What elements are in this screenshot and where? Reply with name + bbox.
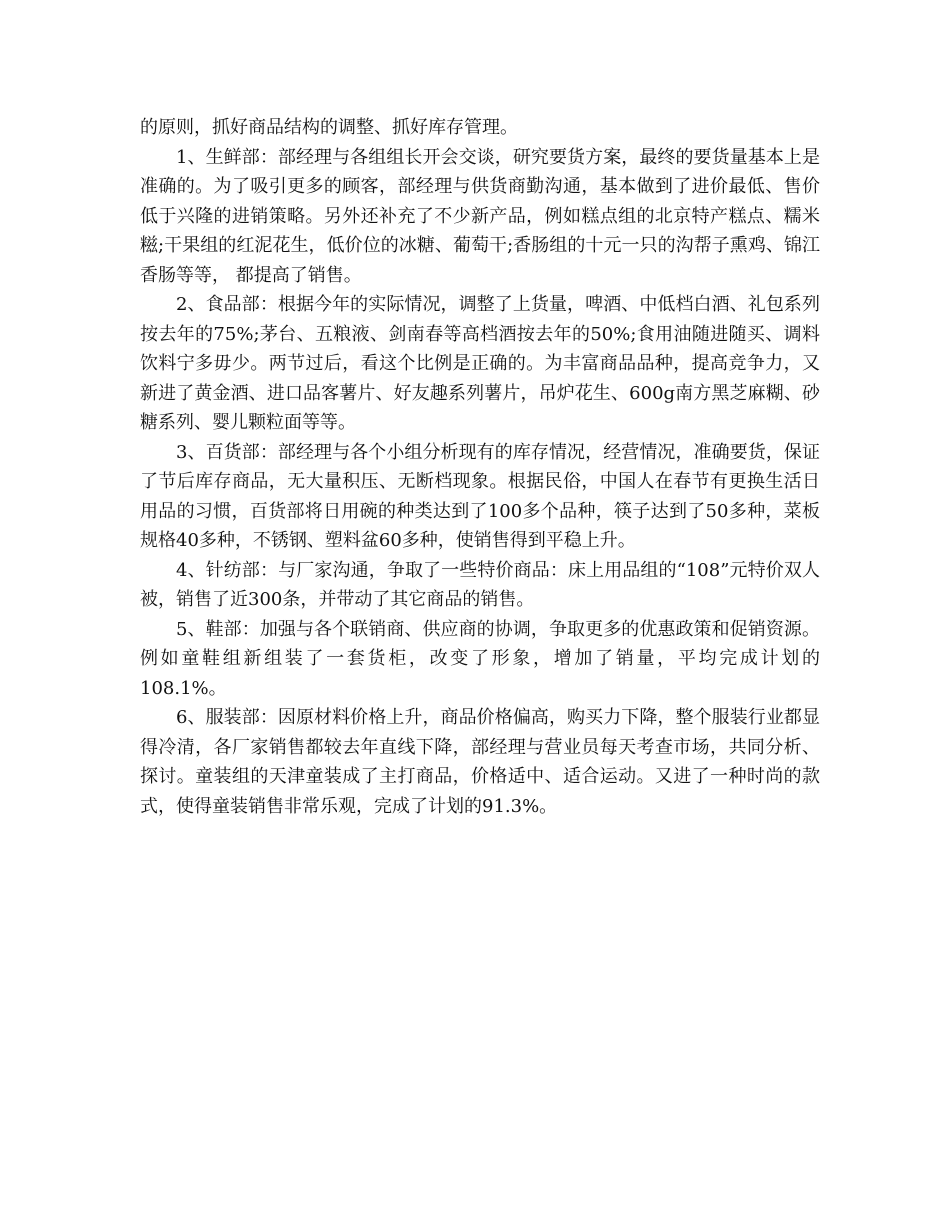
paragraph-fresh-dept: 1、生鲜部：部经理与各组组长开会交谈，研究要货方案，最终的要货量基本上是准确的。为了吸引更多的顾客，部经理与供货商勤沟通，基本做到了进价最低、售价低于兴隆的进销策略。另外还补充了不少新产品，例如糕点组的北京特产糕点、糯米糍;干果组的红泥花生，低价位的冰糖、葡萄干;香肠组的十元一只的沟帮子熏鸡、锦江香肠等等， 都提高了销售。 [140,146,820,286]
paragraph-general-goods-dept: 3、百货部：部经理与各个小组分析现有的库存情况，经营情况，准确要货，保证了节后库存商品，无大量积压、无断档现象。根据民俗，中国人在春节有更换生活日用品的习惯，百货部将日用碗的种类达到了100多个品种，筷子达到了50多种，菜板规格40多种，不锈钢、塑料盆60多种，使销售得到平稳上升。 [140,441,820,551]
paragraph-food-dept: 2、食品部：根据今年的实际情况，调整了上货量，啤酒、中低档白酒、礼包系列按去年的75%;茅台、五粮液、剑南春等高档酒按去年的50%;食用油随进随买、调料饮料宁多毋少。两节过后，看这个比例是正确的。为丰富商品品种，提高竞争力，又新进了黄金酒、进口品客薯片、好友趣系列薯片，吊炉花生、600g南方黑芝麻糊、砂糖系列、婴儿颗粒面等等。 [140,294,820,433]
paragraph-shoe-dept: 5、鞋部：加强与各个联销商、供应商的协调，争取更多的优惠政策和促销资源。例如童鞋组新组装了一套货柜，改变了形象，增加了销量，平均完成计划的108.1%。 [140,618,820,699]
document-body [140,113,820,821]
paragraph-apparel-dept: 6、服装部：因原材料价格上升，商品价格偏高，购买力下降，整个服装行业都显得冷清，各厂家销售都较去年直线下降，部经理与营业员每天考查市场，共同分析、探讨。童装组的天津童装成了主打商品，价格适中、适合运动。又进了一种时尚的款式，使得童装销售非常乐观，完成了计划的91.3%。 [140,707,820,817]
paragraph-intro: 的原则，抓好商品结构的调整、抓好库存管理。 [140,117,518,138]
paragraph-textile-dept: 4、针纺部：与厂家沟通，争取了一些特价商品：床上用品组的“108”元特价双人被，销售了近300条，并带动了其它商品的销售。 [140,559,820,610]
